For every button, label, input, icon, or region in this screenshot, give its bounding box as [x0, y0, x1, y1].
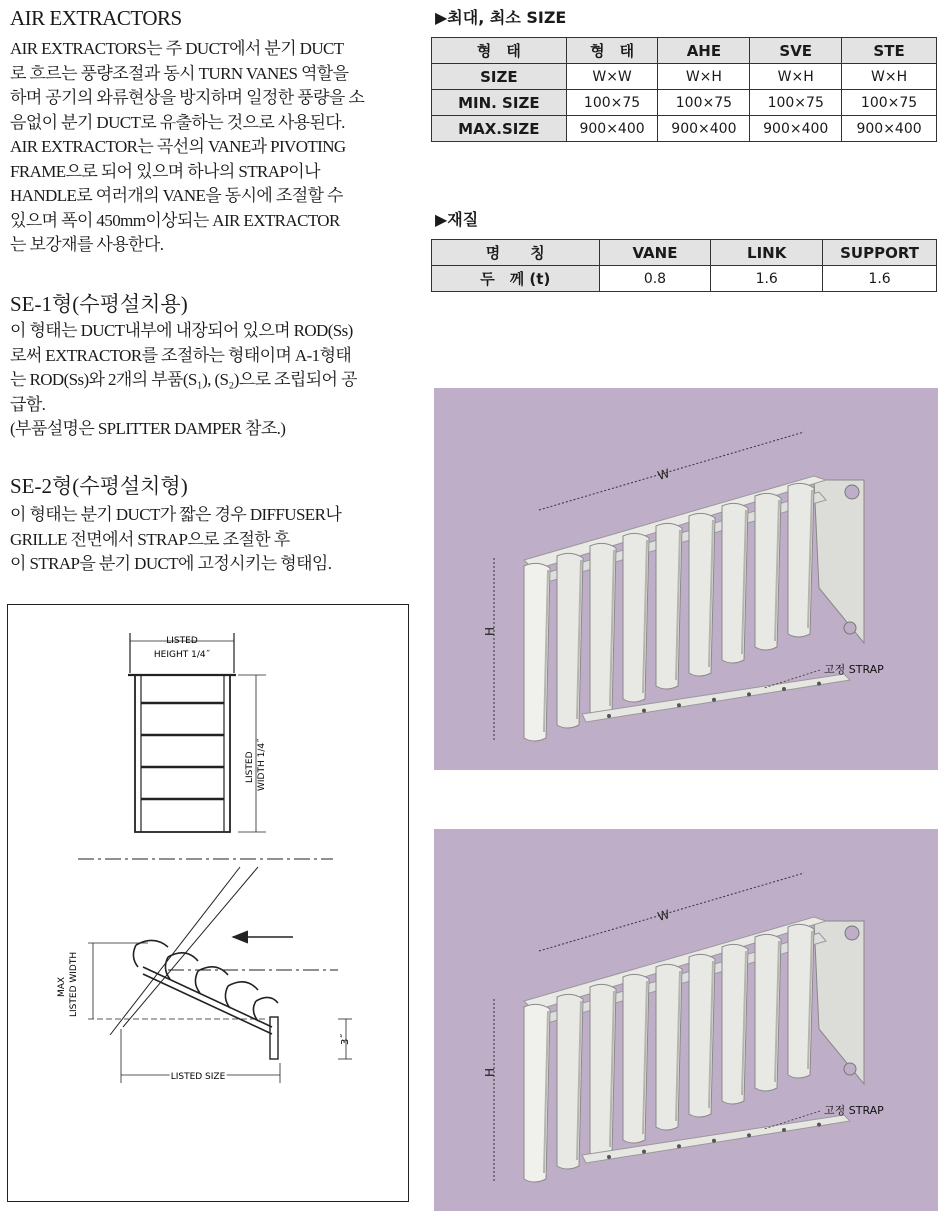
text-line: AIR EXTRACTOR는 곡선의 VANE과 PIVOTING — [10, 137, 346, 156]
strap-hole — [677, 1144, 681, 1148]
technical-drawing — [7, 604, 409, 1202]
header-cell: LINK — [711, 240, 823, 266]
three-inch-label: 3˝ — [340, 1033, 351, 1045]
text-line: 는 보강재를 사용한다. — [10, 235, 164, 254]
table-cell: 900×400 — [842, 116, 937, 142]
listed-label: LISTED — [166, 636, 198, 646]
text-line: 음없이 분기 DUCT로 유출하는 것으로 사용된다. — [10, 112, 345, 132]
strap-hole — [817, 682, 821, 686]
table-row — [432, 90, 937, 116]
se2-title: SE-2형(수평설치형) — [10, 474, 188, 498]
text-line: 이 STRAP을 분기 DUCT에 고정시키는 형태임. — [10, 554, 332, 573]
table-cell: W×W — [566, 64, 658, 90]
fixing-strap — [582, 674, 850, 722]
table-cell: W×H — [658, 64, 750, 90]
se1-title: SE-1형(수평설치용) — [10, 292, 188, 316]
table-cell: 100×75 — [658, 90, 750, 116]
text-line: (부품설명은 SPLITTER DAMPER 참조.) — [10, 419, 286, 438]
strap-hole — [607, 1155, 611, 1159]
strap-hole — [712, 1139, 716, 1143]
side-bracket — [814, 480, 864, 643]
table-cell: 900×400 — [750, 116, 842, 142]
strap-hole — [642, 1150, 646, 1154]
se2-paragraph — [10, 503, 410, 577]
row-label: SIZE — [432, 64, 567, 90]
material-table-header — [432, 240, 937, 266]
bracket-hole — [844, 1063, 856, 1075]
page-title: AIR EXTRACTORS — [10, 6, 182, 30]
strap-hole — [642, 709, 646, 713]
width-vertical-label: WIDTH 1/4˝ — [257, 738, 267, 791]
text-line: 이 형태는 분기 DUCT가 짧은 경우 DIFFUSER나 — [10, 505, 342, 524]
header-cell: 형 태 — [432, 38, 567, 64]
strap-hole — [817, 1123, 821, 1127]
h-label: H — [483, 1067, 497, 1077]
size-table — [431, 37, 937, 142]
text-line: 는 ROD(Ss)와 2개의 부품(S₁), (S₂)으로 조립되어 공 — [10, 370, 357, 389]
table-cell: 1.6 — [823, 266, 937, 292]
size-table-title: ▶최대, 최소 SIZE — [435, 8, 567, 27]
listed-vertical-label: LISTED — [245, 751, 255, 783]
text-line: HANDLE로 여러개의 VANE을 동시에 조절할 수 — [10, 186, 343, 205]
air-extractor-photo-bottom — [434, 829, 938, 1211]
header-cell: 명 칭 — [432, 240, 600, 266]
table-cell: W×H — [842, 64, 937, 90]
bracket-hole — [844, 622, 856, 634]
text-line: 이 형태는 DUCT내부에 내장되어 있으며 ROD(Ss) — [10, 321, 353, 340]
table-cell: 100×75 — [750, 90, 842, 116]
table-cell: 100×75 — [566, 90, 658, 116]
air-extractor-photo-top — [434, 388, 938, 770]
material-table-title: ▶재질 — [435, 210, 479, 229]
text-line: 하며 공기의 와류현상을 방지하며 일정한 풍량을 소 — [10, 88, 365, 107]
table-cell: 1.6 — [711, 266, 823, 292]
listed-width-label: LISTED WIDTH — [69, 951, 79, 1017]
strap-label: 고정 STRAP — [824, 663, 884, 676]
text-line: 로써 EXTRACTOR를 조절하는 형태이며 A-1형태 — [10, 345, 352, 365]
fixing-strap — [582, 1115, 850, 1163]
bracket-hole — [845, 485, 859, 499]
text-line: 급함. — [10, 394, 46, 414]
table-cell: 0.8 — [599, 266, 711, 292]
row-label: MIN. SIZE — [432, 90, 567, 116]
w-label: W — [655, 907, 672, 924]
header-cell: 형 태 — [566, 38, 658, 64]
table-cell: W×H — [750, 64, 842, 90]
header-cell: SVE — [750, 38, 842, 64]
row-label: 두 께 (t) — [432, 266, 600, 292]
strap-hole — [607, 714, 611, 718]
text-line: 있으며 폭이 450mm이상되는 AIR EXTRACTOR — [10, 210, 340, 230]
header-cell: VANE — [599, 240, 711, 266]
header-cell: SUPPORT — [823, 240, 937, 266]
listed-size-label: LISTED SIZE — [170, 1072, 226, 1082]
size-table-header — [432, 38, 937, 64]
max-label: MAX — [57, 976, 67, 997]
table-cell: 100×75 — [842, 90, 937, 116]
text-line: GRILLE 전면에서 STRAP으로 조절한 후 — [10, 529, 290, 549]
intro-paragraph — [10, 37, 410, 258]
se1-paragraph — [10, 319, 410, 442]
table-row — [432, 266, 937, 292]
text-line: AIR EXTRACTORS는 주 DUCT에서 분기 DUCT — [10, 39, 344, 58]
header-cell: STE — [842, 38, 937, 64]
extractor-illustration — [434, 829, 938, 1211]
material-table — [431, 239, 937, 292]
row-label: MAX.SIZE — [432, 116, 567, 142]
strap-hole — [782, 687, 786, 691]
drawing-svg — [8, 605, 408, 1201]
side-bracket — [814, 921, 864, 1084]
extractor-illustration — [434, 388, 938, 770]
strap-hole — [782, 1128, 786, 1132]
strap-hole — [712, 698, 716, 702]
text-line: 로 흐르는 풍량조절과 동시 TURN VANES 역할을 — [10, 63, 349, 83]
strap-hole — [677, 703, 681, 707]
height-label: HEIGHT 1/4˝ — [153, 650, 211, 660]
w-label: W — [655, 466, 672, 483]
table-cell: 900×400 — [566, 116, 658, 142]
bracket-hole — [845, 926, 859, 940]
header-cell: AHE — [658, 38, 750, 64]
table-row — [432, 116, 937, 142]
table-row — [432, 64, 937, 90]
strap-hole — [747, 1133, 751, 1137]
h-label: H — [483, 626, 497, 636]
table-cell: 900×400 — [658, 116, 750, 142]
strap-hole — [747, 692, 751, 696]
strap-label: 고정 STRAP — [824, 1104, 884, 1117]
text-line: FRAME으로 되어 있으며 하나의 STRAP이나 — [10, 161, 320, 181]
